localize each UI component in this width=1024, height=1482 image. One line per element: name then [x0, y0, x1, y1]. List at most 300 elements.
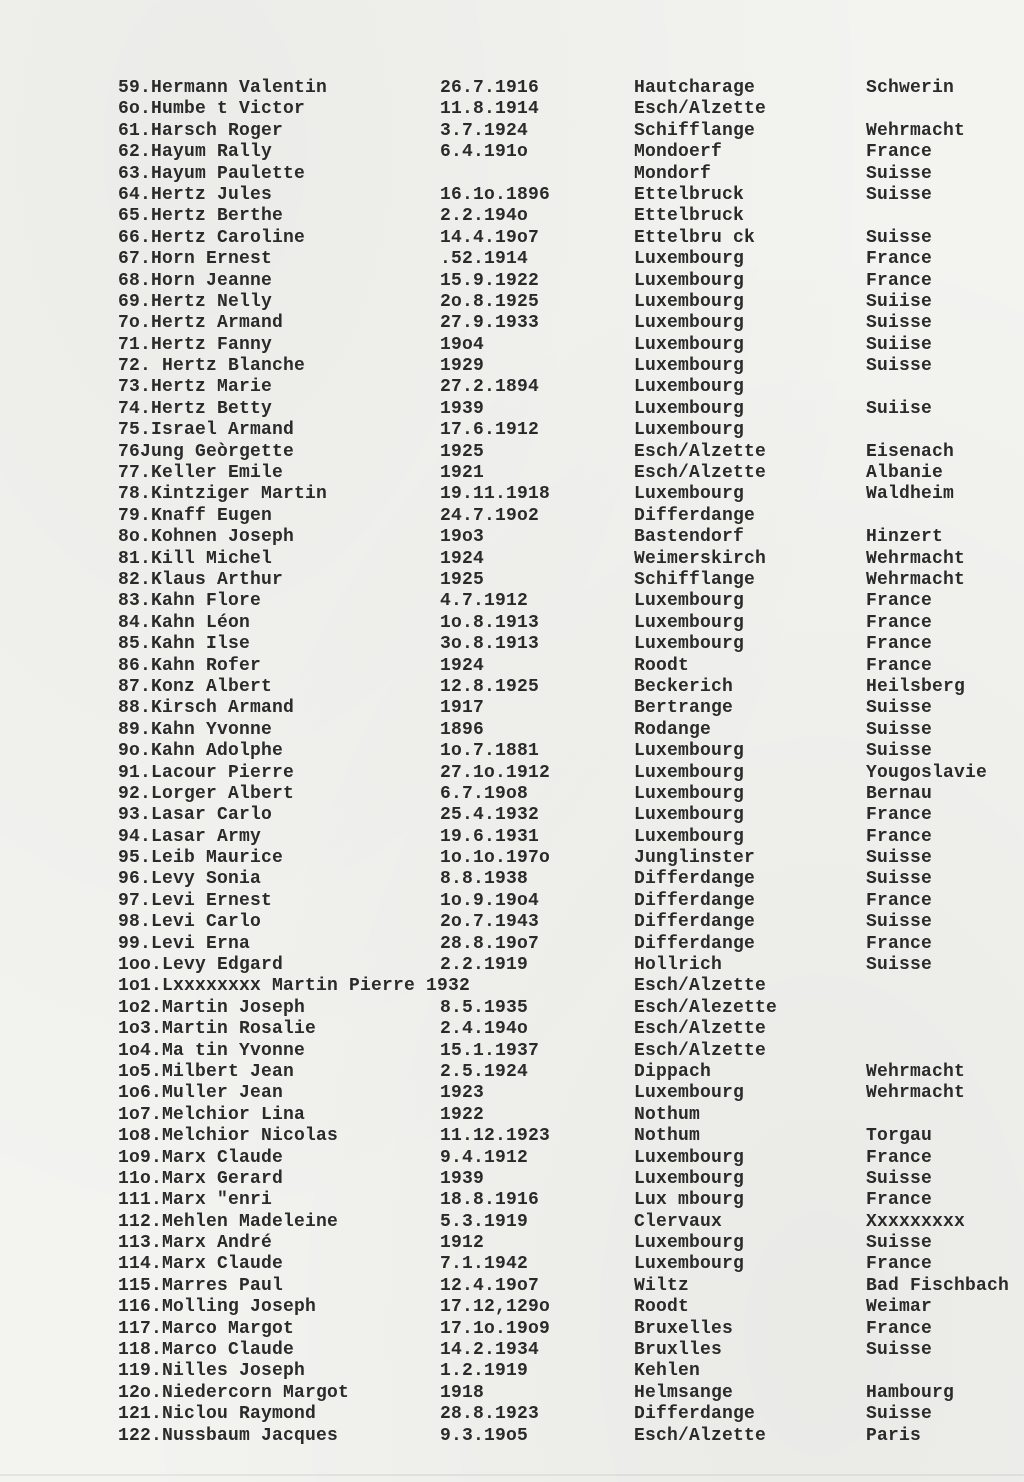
birth-place: Bruxelles — [634, 1318, 734, 1339]
birth-place: Luxembourg — [634, 762, 745, 783]
destination: Suisse — [866, 741, 933, 762]
list-row — [118, 741, 1018, 762]
birth-place: Bertrange — [634, 698, 734, 719]
birth-place: Clervaux — [634, 1211, 723, 1232]
list-row — [118, 698, 1018, 719]
birth-date: 1924 — [440, 655, 485, 676]
person-name: 65.Hertz Berthe — [118, 206, 284, 227]
birth-date: 1939 — [440, 398, 485, 419]
birth-date: 6.7.19o8 — [440, 783, 529, 804]
list-row — [118, 442, 1018, 463]
birth-place: Esch/Alzette — [634, 99, 767, 120]
destination: Weimar — [866, 1297, 933, 1318]
birth-place: Luxembourg — [634, 484, 745, 505]
birth-place: Luxembourg — [634, 805, 745, 826]
birth-date: 1929 — [440, 356, 485, 377]
destination: France — [866, 933, 933, 954]
birth-place: Lux mbourg — [634, 1190, 745, 1211]
birth-date: 19.11.1918 — [440, 484, 551, 505]
birth-date: 27.2.1894 — [440, 377, 540, 398]
destination: Waldheim — [866, 484, 955, 505]
birth-place: Esch/Alzette — [634, 441, 767, 462]
destination: Suisse — [866, 227, 933, 248]
birth-place: Wiltz — [634, 1275, 690, 1296]
list-row — [118, 912, 1018, 933]
birth-place: Esch/Alezette — [634, 997, 778, 1018]
birth-place: Ettelbruck — [634, 206, 745, 227]
birth-date: 19o4 — [440, 334, 485, 355]
birth-place: Luxembourg — [634, 1254, 745, 1275]
person-name: 6o.Humbe t Victor — [118, 99, 306, 120]
destination: France — [866, 1254, 933, 1275]
list-row — [118, 1254, 1018, 1275]
list-row — [118, 1297, 1018, 1318]
person-name: 75.Israel Armand — [118, 420, 295, 441]
person-name: 95.Leib Maurice — [118, 848, 284, 869]
birth-date: 8.8.1938 — [440, 869, 529, 890]
birth-date: 11.12.1923 — [440, 1126, 551, 1147]
birth-date: 28.8.19o7 — [440, 933, 540, 954]
person-name: 1o1.Lxxxxxxxx Martin Pierre 1932 — [118, 976, 471, 997]
list-row — [118, 805, 1018, 826]
destination: Suiise — [866, 334, 933, 355]
person-name: 1o3.Martin Rosalie — [118, 1019, 317, 1040]
list-row — [118, 1383, 1018, 1404]
list-row — [118, 527, 1018, 548]
birth-place: Luxembourg — [634, 313, 745, 334]
list-row — [118, 99, 1018, 120]
destination: Suiise — [866, 398, 933, 419]
birth-date: 17.6.1912 — [440, 420, 540, 441]
list-row — [118, 848, 1018, 869]
person-name: 97.Levi Ernest — [118, 890, 273, 911]
birth-date: 28.8.1923 — [440, 1404, 540, 1425]
person-name: 1o8.Melchior Nicolas — [118, 1126, 339, 1147]
destination: Yougoslavie — [866, 762, 988, 783]
birth-place: Luxembourg — [634, 291, 745, 312]
birth-date: 6.4.191o — [440, 142, 529, 163]
list-row — [118, 1062, 1018, 1083]
person-name: 9o.Kahn Adolphe — [118, 741, 284, 762]
list-row — [118, 784, 1018, 805]
person-name: 61.Harsch Roger — [118, 120, 284, 141]
list-row — [118, 1019, 1018, 1040]
person-name: 1o9.Marx Claude — [118, 1147, 284, 1168]
person-name: 98.Levi Carlo — [118, 912, 262, 933]
birth-place: Beckerich — [634, 676, 734, 697]
destination: Heilsberg — [866, 676, 966, 697]
person-name: 84.Kahn Léon — [118, 612, 251, 633]
birth-date: 1921 — [440, 463, 485, 484]
birth-place: Bastendorf — [634, 527, 745, 548]
destination: Hambourg — [866, 1382, 955, 1403]
birth-place: Luxembourg — [634, 398, 745, 419]
destination: Schwerin — [866, 78, 955, 98]
birth-place: Mondoerf — [634, 142, 723, 163]
list-row — [118, 78, 1018, 99]
birth-place: Luxembourg — [634, 270, 745, 291]
list-row — [118, 377, 1018, 398]
birth-date: 2o.8.1925 — [440, 291, 540, 312]
list-row — [118, 955, 1018, 976]
birth-date: 7.1.1942 — [440, 1254, 529, 1275]
birth-date: 19o3 — [440, 527, 485, 548]
destination: France — [866, 249, 933, 270]
destination: France — [866, 591, 933, 612]
destination: Suiise — [866, 291, 933, 312]
person-name: 76Jung Geòrgette — [118, 441, 295, 462]
list-row — [118, 121, 1018, 142]
list-row — [118, 1126, 1018, 1147]
person-name: 83.Kahn Flore — [118, 591, 262, 612]
destination: Suisse — [866, 1404, 933, 1425]
person-name: 7o.Hertz Armand — [118, 313, 284, 334]
person-name: 1o2.Martin Joseph — [118, 997, 306, 1018]
birth-date: 9.3.19o5 — [440, 1425, 529, 1446]
list-row — [118, 420, 1018, 441]
birth-date: 2o.7.1943 — [440, 912, 540, 933]
destination: Suisse — [866, 698, 933, 719]
destination: Hinzert — [866, 527, 944, 548]
list-row — [118, 1212, 1018, 1233]
birth-date: 14.4.19o7 — [440, 227, 540, 248]
person-name: 89.Kahn Yvonne — [118, 719, 273, 740]
birth-place: Luxembourg — [634, 741, 745, 762]
list-row — [118, 484, 1018, 505]
destination: France — [866, 270, 933, 291]
person-name: 113.Marx André — [118, 1233, 273, 1254]
birth-date: 17.1o.19o9 — [440, 1318, 551, 1339]
list-row — [118, 1105, 1018, 1126]
person-name: 116.Molling Joseph — [118, 1297, 317, 1318]
birth-date: 1925 — [440, 569, 485, 590]
birth-place: Nothum — [634, 1126, 701, 1147]
birth-place: Luxembourg — [634, 591, 745, 612]
person-name: 85.Kahn Ilse — [118, 634, 251, 655]
birth-date: .52.1914 — [440, 249, 529, 270]
list-row — [118, 1404, 1018, 1425]
person-name: 77.Keller Emile — [118, 463, 284, 484]
list-row — [118, 1041, 1018, 1062]
person-name: 63.Hayum Paulette — [118, 163, 306, 184]
list-row — [118, 313, 1018, 334]
list-row — [118, 292, 1018, 313]
person-name: 82.Klaus Arthur — [118, 569, 284, 590]
destination: Suisse — [866, 955, 933, 976]
birth-place: Luxembourg — [634, 1233, 745, 1254]
birth-date: 1o.1o.197o — [440, 848, 551, 869]
birth-place: Esch/Alzette — [634, 463, 767, 484]
birth-place: Luxembourg — [634, 334, 745, 355]
birth-date: 12.8.1925 — [440, 676, 540, 697]
birth-date: 27.1o.1912 — [440, 762, 551, 783]
birth-place: Rodange — [634, 719, 712, 740]
person-name: 117.Marco Margot — [118, 1318, 295, 1339]
person-name: 115.Marres Paul — [118, 1275, 284, 1296]
list-row — [118, 356, 1018, 377]
destination: France — [866, 826, 933, 847]
destination: Xxxxxxxxx — [866, 1211, 966, 1232]
person-name: 112.Mehlen Madeleine — [118, 1211, 339, 1232]
person-name: 111.Marx "enri — [118, 1190, 273, 1211]
birth-place: Schifflange — [634, 120, 756, 141]
list-row — [118, 720, 1018, 741]
destination: Suisse — [866, 163, 933, 184]
birth-place: Luxembourg — [634, 826, 745, 847]
destination: Wehrmacht — [866, 1083, 966, 1104]
destination: France — [866, 612, 933, 633]
list-row — [118, 463, 1018, 484]
birth-place: Dippach — [634, 1061, 712, 1082]
person-name: 78.Kintziger Martin — [118, 484, 328, 505]
birth-date: 24.7.19o2 — [440, 505, 540, 526]
birth-place: Differdange — [634, 869, 756, 890]
list-row — [118, 185, 1018, 206]
birth-date: 14.2.1934 — [440, 1340, 540, 1361]
destination: Wehrmacht — [866, 1061, 966, 1082]
list-row — [118, 271, 1018, 292]
birth-date: 15.1.1937 — [440, 1040, 540, 1061]
list-row — [118, 249, 1018, 270]
person-name: 1o5.Milbert Jean — [118, 1061, 295, 1082]
birth-date: 4.7.1912 — [440, 591, 529, 612]
birth-place: Hautcharage — [634, 78, 756, 98]
list-row — [118, 1319, 1018, 1340]
birth-date: 1.2.1919 — [440, 1361, 529, 1382]
birth-place: Differdange — [634, 505, 756, 526]
destination: France — [866, 805, 933, 826]
birth-date: 1o.8.1913 — [440, 612, 540, 633]
person-name: 73.Hertz Marie — [118, 377, 273, 398]
list-row — [118, 206, 1018, 227]
birth-place: Luxembourg — [634, 634, 745, 655]
list-row — [118, 763, 1018, 784]
birth-place: Nothum — [634, 1104, 701, 1125]
list-row — [118, 1190, 1018, 1211]
destination: France — [866, 1318, 933, 1339]
list-row — [118, 613, 1018, 634]
list-row — [118, 335, 1018, 356]
list-row — [118, 228, 1018, 249]
destination: Suisse — [866, 719, 933, 740]
birth-date: 2.4.194o — [440, 1019, 529, 1040]
birth-place: Differdange — [634, 890, 756, 911]
person-name: 12o.Niedercorn Margot — [118, 1382, 350, 1403]
birth-place: Roodt — [634, 1297, 690, 1318]
person-name: 121.Niclou Raymond — [118, 1404, 317, 1425]
birth-place: Ettelbruck — [634, 184, 745, 205]
list-row — [118, 656, 1018, 677]
birth-place: Luxembourg — [634, 249, 745, 270]
birth-place: Bruxlles — [634, 1340, 723, 1361]
person-name: 69.Hertz Nelly — [118, 291, 273, 312]
person-name: 86.Kahn Rofer — [118, 655, 262, 676]
destination: Suisse — [866, 869, 933, 890]
page-bottom-edge — [0, 1474, 1024, 1476]
person-name: 91.Lacour Pierre — [118, 762, 295, 783]
birth-date: 15.9.1922 — [440, 270, 540, 291]
birth-date: 1o.7.1881 — [440, 741, 540, 762]
birth-date: 1896 — [440, 719, 485, 740]
destination: France — [866, 1147, 933, 1168]
person-name: 88.Kirsch Armand — [118, 698, 295, 719]
list-row — [118, 891, 1018, 912]
person-name: 1o7.Melchior Lina — [118, 1104, 306, 1125]
birth-date: 11.8.1914 — [440, 99, 540, 120]
person-name: 8o.Kohnen Joseph — [118, 527, 295, 548]
birth-place: Mondorf — [634, 163, 712, 184]
person-name: 71.Hertz Fanny — [118, 334, 273, 355]
person-name: 119.Nilles Joseph — [118, 1361, 306, 1382]
birth-date: 1922 — [440, 1104, 485, 1125]
destination: France — [866, 890, 933, 911]
destination: Torgau — [866, 1126, 933, 1147]
destination: Suisse — [866, 356, 933, 377]
person-name: 96.Levy Sonia — [118, 869, 262, 890]
birth-date: 5.3.1919 — [440, 1211, 529, 1232]
list-row — [118, 976, 1018, 997]
birth-date: 17.12,129o — [440, 1297, 551, 1318]
birth-place: Hollrich — [634, 955, 723, 976]
birth-date: 3o.8.1913 — [440, 634, 540, 655]
destination: Suisse — [866, 184, 933, 205]
birth-place: Luxembourg — [634, 356, 745, 377]
destination: Suisse — [866, 912, 933, 933]
person-name: 93.Lasar Carlo — [118, 805, 273, 826]
person-name: 62.Hayum Rally — [118, 142, 273, 163]
birth-place: Esch/Alzette — [634, 976, 767, 997]
destination: Bernau — [866, 783, 933, 804]
destination: Suisse — [866, 313, 933, 334]
birth-date: 8.5.1935 — [440, 997, 529, 1018]
person-name: 68.Horn Jeanne — [118, 270, 273, 291]
list-row — [118, 1340, 1018, 1361]
person-name: 72. Hertz Blanche — [118, 356, 306, 377]
list-row — [118, 869, 1018, 890]
list-row — [118, 549, 1018, 570]
person-name: 79.Knaff Eugen — [118, 505, 273, 526]
list-row — [118, 677, 1018, 698]
destination: Paris — [866, 1425, 922, 1446]
list-row — [118, 142, 1018, 163]
birth-date: 3.7.1924 — [440, 120, 529, 141]
list-row — [118, 998, 1018, 1019]
person-name: 74.Hertz Betty — [118, 398, 273, 419]
birth-place: Luxembourg — [634, 420, 745, 441]
destination: Eisenach — [866, 441, 955, 462]
birth-place: Differdange — [634, 912, 756, 933]
list-row — [118, 1083, 1018, 1104]
list-row — [118, 399, 1018, 420]
list-row — [118, 1276, 1018, 1297]
birth-place: Kehlen — [634, 1361, 701, 1382]
birth-date: 1923 — [440, 1083, 485, 1104]
birth-date: 25.4.1932 — [440, 805, 540, 826]
destination: Suisse — [866, 848, 933, 869]
birth-date: 19.6.1931 — [440, 826, 540, 847]
birth-place: Esch/Alzette — [634, 1425, 767, 1446]
destination: Bad Fischbach — [866, 1275, 1010, 1296]
destination: Suisse — [866, 1233, 933, 1254]
person-name: 92.Lorger Albert — [118, 783, 295, 804]
person-name: 67.Horn Ernest — [118, 249, 273, 270]
birth-place: Helmsange — [634, 1382, 734, 1403]
person-name: 87.Konz Albert — [118, 676, 273, 697]
birth-place: Luxembourg — [634, 377, 745, 398]
birth-date: 1912 — [440, 1233, 485, 1254]
birth-date: 1918 — [440, 1382, 485, 1403]
birth-place: Luxembourg — [634, 612, 745, 633]
person-name: 59.Hermann Valentin — [118, 78, 328, 98]
destination: France — [866, 142, 933, 163]
destination: Albanie — [866, 463, 944, 484]
list-row — [118, 1361, 1018, 1382]
birth-place: Luxembourg — [634, 783, 745, 804]
list-row — [118, 1169, 1018, 1190]
person-list — [118, 78, 1018, 1447]
list-row — [118, 634, 1018, 655]
birth-place: Weimerskirch — [634, 548, 767, 569]
list-row — [118, 934, 1018, 955]
person-name: 1o4.Ma tin Yvonne — [118, 1040, 306, 1061]
birth-place: Luxembourg — [634, 1147, 745, 1168]
person-name: 114.Marx Claude — [118, 1254, 284, 1275]
birth-date: 18.8.1916 — [440, 1190, 540, 1211]
person-name: 81.Kill Michel — [118, 548, 273, 569]
destination: Suisse — [866, 1168, 933, 1189]
destination: France — [866, 1190, 933, 1211]
birth-date: 27.9.1933 — [440, 313, 540, 334]
person-name: 118.Marco Claude — [118, 1340, 295, 1361]
destination: Wehrmacht — [866, 569, 966, 590]
birth-date: 1924 — [440, 548, 485, 569]
destination: Wehrmacht — [866, 120, 966, 141]
list-row — [118, 827, 1018, 848]
birth-date: 9.4.1912 — [440, 1147, 529, 1168]
birth-date: 12.4.19o7 — [440, 1275, 540, 1296]
birth-date: 1917 — [440, 698, 485, 719]
birth-date: 1o.9.19o4 — [440, 890, 540, 911]
birth-place: Junglinster — [634, 848, 756, 869]
birth-date: 2.2.194o — [440, 206, 529, 227]
birth-place: Ettelbru ck — [634, 227, 756, 248]
birth-place: Esch/Alzette — [634, 1040, 767, 1061]
list-row — [118, 164, 1018, 185]
person-name: 122.Nussbaum Jacques — [118, 1425, 339, 1446]
list-row — [118, 506, 1018, 527]
list-row — [118, 1233, 1018, 1254]
birth-place: Luxembourg — [634, 1168, 745, 1189]
birth-date: 2.2.1919 — [440, 955, 529, 976]
destination: Suisse — [866, 1340, 933, 1361]
list-row — [118, 570, 1018, 591]
birth-place: Differdange — [634, 933, 756, 954]
person-name: 1o6.Muller Jean — [118, 1083, 284, 1104]
list-row — [118, 1426, 1018, 1447]
birth-place: Luxembourg — [634, 1083, 745, 1104]
birth-place: Roodt — [634, 655, 690, 676]
birth-date: 16.1o.1896 — [440, 184, 551, 205]
destination: France — [866, 655, 933, 676]
birth-date: 26.7.1916 — [440, 78, 540, 98]
birth-place: Esch/Alzette — [634, 1019, 767, 1040]
person-name: 66.Hertz Caroline — [118, 227, 306, 248]
person-name: 64.Hertz Jules — [118, 184, 273, 205]
destination: France — [866, 634, 933, 655]
birth-place: Differdange — [634, 1404, 756, 1425]
destination: Wehrmacht — [866, 548, 966, 569]
person-name: 11o.Marx Gerard — [118, 1168, 284, 1189]
